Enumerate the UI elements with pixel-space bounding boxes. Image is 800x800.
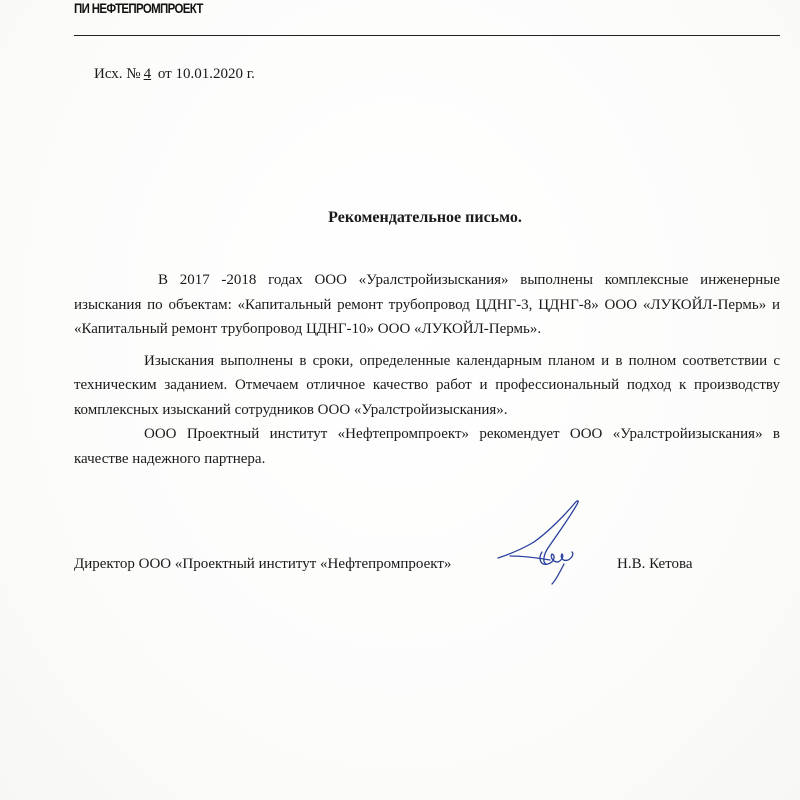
outgoing-date: от 10.01.2020 г. — [157, 66, 255, 82]
outgoing-reference — [94, 65, 255, 83]
paragraph-2: Изыскания выполнены в сроки, определенные календарным планом и в полном соответствии с техническим заданием. Отмечаем отличное качество работ и профессиональный подход к производству комплексных изысканий сотрудников ООО «Уралстройизыскания». — [74, 352, 780, 418]
letter-title: Рекомендательное письмо. — [328, 209, 522, 226]
signatory-position: Директор ООО «Проектный институт «Нефтепромпроект» — [74, 556, 452, 572]
letter-body — [74, 268, 780, 471]
paragraph-3: ООО Проектный институт «Нефтепромпроект» рекомендует ООО «Уралстройизыскания» в качестве надежного партнера. — [74, 426, 780, 467]
outgoing-prefix: Исх. № — [94, 66, 141, 82]
organization-header: ПИ НЕФТЕПРОМПРОЕКТ — [74, 0, 203, 16]
outgoing-number: 4 — [143, 66, 152, 82]
paragraph-1: В 2017 -2018 годах ООО «Уралстройизыскания» выполнены комплексные инженерные изыскания по объектам: «Капитальный ремонт трубопровод ЦДНГ-3, ЦДНГ-8» ООО «ЛУКОЙЛ-Пермь» и «Капитальный ремонт трубопровод ЦДНГ-10» ООО «ЛУКОЙЛ-Пермь». — [74, 272, 780, 337]
signatory-name: Н.В. Кетова — [617, 556, 693, 572]
header-divider — [74, 35, 780, 36]
handwritten-signature — [490, 496, 600, 586]
